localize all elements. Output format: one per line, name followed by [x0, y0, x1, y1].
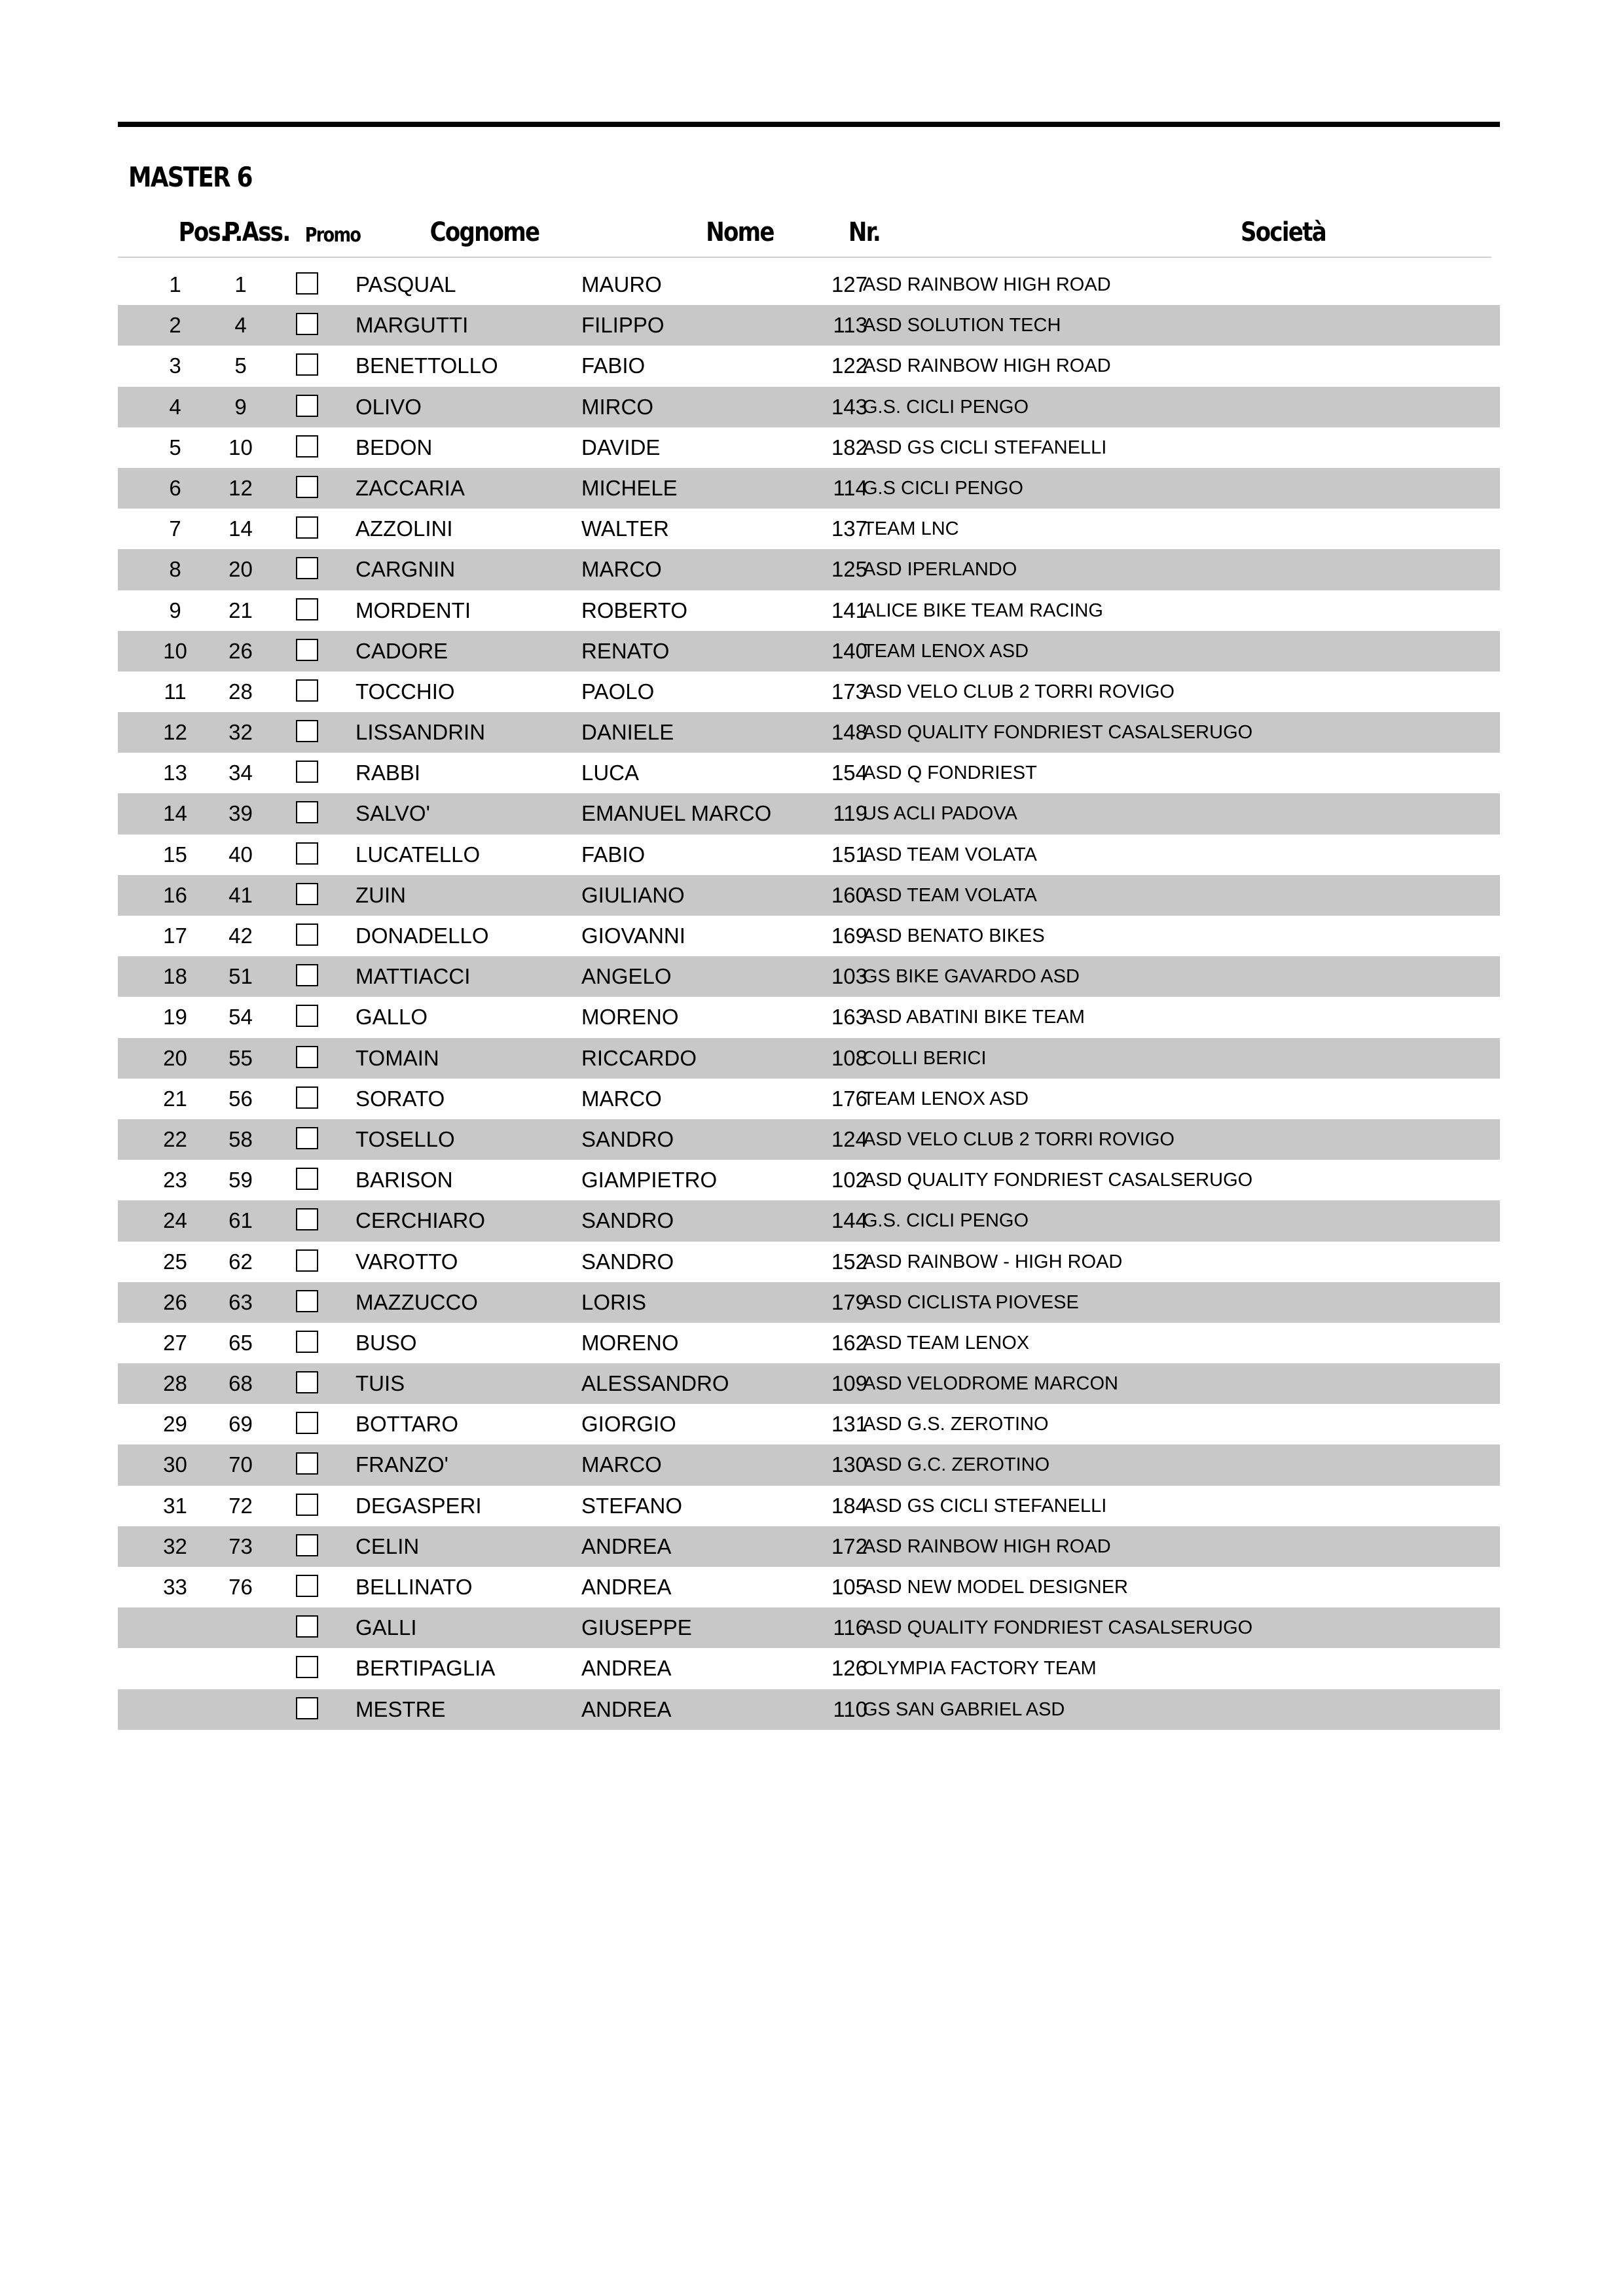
- table-row: [118, 793, 1500, 834]
- pos-cell: 23: [163, 1168, 187, 1193]
- nome-cell: MORENO: [581, 1330, 679, 1355]
- pos-cell: 17: [163, 924, 187, 948]
- nr-cell: 140: [831, 638, 867, 663]
- nr-cell: 151: [831, 842, 867, 867]
- nome-cell: MORENO: [581, 1005, 679, 1030]
- nr-cell: 173: [831, 679, 867, 704]
- pos-cell: 26: [163, 1289, 187, 1314]
- pos-cell: 16: [163, 882, 187, 907]
- nr-cell: 176: [831, 1086, 867, 1111]
- pos-cell: 11: [164, 679, 187, 704]
- cognome-cell: MAZZUCCO: [356, 1289, 478, 1314]
- table-row: [118, 1363, 1500, 1404]
- cognome-cell: CADORE: [356, 638, 448, 663]
- pass-cell: 62: [228, 1249, 253, 1274]
- nome-cell: ANDREA: [581, 1575, 672, 1599]
- nr-cell: 119: [833, 801, 867, 826]
- pass-cell: 65: [228, 1330, 253, 1355]
- nome-cell: MARCO: [581, 557, 662, 582]
- cognome-cell: ZACCARIA: [356, 475, 465, 500]
- pos-cell: 3: [169, 353, 181, 378]
- header-nome: Nome: [706, 217, 774, 247]
- pass-cell: 28: [228, 679, 253, 704]
- cognome-cell: SALVO': [356, 801, 430, 826]
- societa-cell: TEAM LNC: [863, 518, 959, 540]
- pass-cell: 69: [228, 1412, 253, 1437]
- pos-cell: 9: [169, 598, 181, 622]
- nr-cell: 169: [831, 924, 867, 948]
- nr-cell: 125: [831, 557, 867, 582]
- cognome-cell: BERTIPAGLIA: [356, 1656, 496, 1681]
- cognome-cell: BELLINATO: [356, 1575, 473, 1599]
- table-row: [118, 468, 1500, 509]
- cognome-cell: OLIVO: [356, 394, 422, 419]
- societa-cell: ASD QUALITY FONDRIEST CASALSERUGO: [863, 722, 1253, 744]
- table-row: [118, 1526, 1500, 1567]
- cognome-cell: MATTIACCI: [356, 964, 471, 989]
- table-row: [118, 875, 1500, 916]
- cognome-cell: AZZOLINI: [356, 516, 453, 541]
- promo-checkbox[interactable]: [296, 1331, 318, 1353]
- societa-cell: TEAM LENOX ASD: [863, 640, 1029, 662]
- pos-cell: 8: [169, 557, 181, 582]
- nr-cell: 160: [831, 882, 867, 907]
- pass-cell: 20: [228, 557, 253, 582]
- table-row: [118, 509, 1500, 549]
- pass-cell: 40: [228, 842, 253, 867]
- pos-cell: 24: [163, 1208, 187, 1233]
- table-row: [118, 712, 1500, 753]
- nome-cell: RICCARDO: [581, 1045, 697, 1070]
- promo-checkbox[interactable]: [296, 964, 318, 986]
- nome-cell: MIRCO: [581, 394, 653, 419]
- promo-checkbox[interactable]: [296, 435, 318, 457]
- nr-cell: 148: [831, 720, 867, 745]
- nome-cell: GIORGIO: [581, 1412, 676, 1437]
- pass-cell: 73: [228, 1534, 253, 1558]
- cognome-cell: VAROTTO: [356, 1249, 458, 1274]
- nome-cell: WALTER: [581, 516, 669, 541]
- promo-checkbox[interactable]: [296, 476, 318, 498]
- nr-cell: 102: [831, 1168, 867, 1193]
- pos-cell: 10: [163, 638, 187, 663]
- nome-cell: FILIPPO: [581, 313, 665, 338]
- societa-cell: US ACLI PADOVA: [863, 803, 1017, 825]
- table-row: [118, 1200, 1500, 1241]
- promo-checkbox[interactable]: [296, 639, 318, 661]
- pos-cell: 1: [169, 272, 181, 296]
- societa-cell: GS SAN GABRIEL ASD: [863, 1698, 1065, 1720]
- results-table: [118, 264, 1500, 1730]
- nome-cell: LUCA: [581, 761, 640, 785]
- header-cognome: Cognome: [429, 217, 539, 247]
- nome-cell: MAURO: [581, 272, 662, 296]
- pass-cell: 68: [228, 1371, 253, 1396]
- nr-cell: 114: [833, 475, 867, 500]
- table-row: [118, 1119, 1500, 1160]
- promo-checkbox[interactable]: [296, 1575, 318, 1597]
- table-row: [118, 1404, 1500, 1444]
- promo-checkbox[interactable]: [296, 1615, 318, 1638]
- promo-checkbox[interactable]: [296, 1452, 318, 1475]
- nome-cell: PAOLO: [581, 679, 655, 704]
- pass-cell: 61: [228, 1208, 253, 1233]
- nr-cell: 154: [831, 761, 867, 785]
- table-row: [118, 997, 1500, 1037]
- nr-cell: 110: [833, 1696, 867, 1721]
- cognome-cell: LUCATELLO: [356, 842, 481, 867]
- promo-checkbox[interactable]: [296, 313, 318, 335]
- table-row: [118, 1323, 1500, 1363]
- nome-cell: ANDREA: [581, 1696, 672, 1721]
- societa-cell: ASD RAINBOW - HIGH ROAD: [863, 1251, 1123, 1272]
- pass-cell: 41: [228, 882, 253, 907]
- societa-cell: ASD NEW MODEL DESIGNER: [863, 1577, 1128, 1598]
- pass-cell: 76: [228, 1575, 253, 1599]
- societa-cell: ASD SOLUTION TECH: [863, 315, 1061, 336]
- nome-cell: MICHELE: [581, 475, 678, 500]
- cognome-cell: BARISON: [356, 1168, 453, 1193]
- nr-cell: 184: [831, 1493, 867, 1518]
- nr-cell: 143: [831, 394, 867, 419]
- table-row: [118, 1486, 1500, 1526]
- nr-cell: 182: [831, 435, 867, 459]
- pos-cell: 14: [163, 801, 187, 826]
- cognome-cell: SORATO: [356, 1086, 445, 1111]
- nr-cell: 163: [831, 1005, 867, 1030]
- societa-cell: ASD RAINBOW HIGH ROAD: [863, 274, 1111, 295]
- nome-cell: RENATO: [581, 638, 670, 663]
- promo-checkbox[interactable]: [296, 1412, 318, 1434]
- societa-cell: G.S. CICLI PENGO: [863, 1210, 1029, 1232]
- pos-cell: 5: [169, 435, 181, 459]
- cognome-cell: ZUIN: [356, 882, 406, 907]
- promo-checkbox[interactable]: [296, 842, 318, 865]
- nome-cell: ANDREA: [581, 1656, 672, 1681]
- header-pass: P.Ass.: [223, 217, 290, 247]
- table-row: [118, 1079, 1500, 1119]
- nr-cell: 144: [831, 1208, 867, 1233]
- nr-cell: 124: [831, 1126, 867, 1151]
- societa-cell: ASD CICLISTA PIOVESE: [863, 1291, 1079, 1313]
- pos-cell: 4: [169, 394, 181, 419]
- nr-cell: 126: [831, 1656, 867, 1681]
- promo-checkbox[interactable]: [296, 1127, 318, 1149]
- pass-cell: 42: [228, 924, 253, 948]
- promo-checkbox[interactable]: [296, 1005, 318, 1027]
- pos-cell: 19: [163, 1005, 187, 1030]
- nome-cell: GIULIANO: [581, 882, 685, 907]
- pass-cell: 51: [228, 964, 253, 989]
- nome-cell: LORIS: [581, 1289, 647, 1314]
- table-row: [118, 1689, 1500, 1730]
- pos-cell: 33: [163, 1575, 187, 1599]
- table-row: [118, 1282, 1500, 1323]
- pos-cell: 32: [163, 1534, 187, 1558]
- pass-cell: 9: [234, 394, 247, 419]
- top-rule: [118, 122, 1500, 127]
- promo-checkbox[interactable]: [296, 1046, 318, 1068]
- table-row: [118, 264, 1500, 305]
- cognome-cell: TOMAIN: [356, 1045, 439, 1070]
- societa-cell: ASD BENATO BIKES: [863, 925, 1045, 946]
- nr-cell: 152: [831, 1249, 867, 1274]
- societa-cell: ASD VELO CLUB 2 TORRI ROVIGO: [863, 681, 1175, 702]
- pos-cell: 28: [163, 1371, 187, 1396]
- pass-cell: 59: [228, 1168, 253, 1193]
- nome-cell: FABIO: [581, 842, 646, 867]
- table-row: [118, 346, 1500, 386]
- table-row: [118, 753, 1500, 793]
- nr-cell: 179: [831, 1289, 867, 1314]
- societa-cell: ASD QUALITY FONDRIEST CASALSERUGO: [863, 1170, 1253, 1191]
- pass-cell: 26: [228, 638, 253, 663]
- cognome-cell: CERCHIARO: [356, 1208, 486, 1233]
- societa-cell: OLYMPIA FACTORY TEAM: [863, 1658, 1097, 1679]
- promo-checkbox[interactable]: [296, 924, 318, 946]
- nome-cell: FABIO: [581, 353, 646, 378]
- table-row: [118, 956, 1500, 997]
- societa-cell: ASD IPERLANDO: [863, 559, 1017, 581]
- nome-cell: ANDREA: [581, 1534, 672, 1558]
- pos-cell: 30: [163, 1452, 187, 1477]
- nome-cell: GIAMPIETRO: [581, 1168, 718, 1193]
- cognome-cell: MORDENTI: [356, 598, 471, 622]
- pos-cell: 18: [163, 964, 187, 989]
- societa-cell: ASD ABATINI BIKE TEAM: [863, 1007, 1085, 1028]
- pass-cell: 14: [228, 516, 253, 541]
- pass-cell: 32: [228, 720, 253, 745]
- promo-checkbox[interactable]: [296, 353, 318, 376]
- nr-cell: 113: [833, 313, 867, 338]
- promo-checkbox[interactable]: [296, 720, 318, 742]
- societa-cell: ASD Q FONDRIEST: [863, 762, 1037, 784]
- promo-checkbox[interactable]: [296, 1249, 318, 1272]
- cognome-cell: PASQUAL: [356, 272, 456, 296]
- promo-checkbox[interactable]: [296, 761, 318, 783]
- societa-cell: COLLI BERICI: [863, 1047, 987, 1069]
- nr-cell: 127: [831, 272, 867, 296]
- nome-cell: MARCO: [581, 1452, 662, 1477]
- promo-checkbox[interactable]: [296, 1534, 318, 1556]
- cognome-cell: DONADELLO: [356, 924, 489, 948]
- promo-checkbox[interactable]: [296, 598, 318, 620]
- promo-checkbox[interactable]: [296, 516, 318, 539]
- promo-checkbox[interactable]: [296, 1697, 318, 1719]
- header-promo: Promo: [304, 224, 361, 247]
- nr-cell: 162: [831, 1330, 867, 1355]
- table-row: [118, 834, 1500, 875]
- nome-cell: SANDRO: [581, 1249, 674, 1274]
- pos-cell: 20: [163, 1045, 187, 1070]
- nr-cell: 108: [831, 1045, 867, 1070]
- societa-cell: TEAM LENOX ASD: [863, 1088, 1029, 1109]
- category-title: MASTER 6: [128, 161, 252, 193]
- table-row: [118, 1567, 1500, 1607]
- pos-cell: 22: [163, 1126, 187, 1151]
- table-row: [118, 1160, 1500, 1200]
- table-row: [118, 1038, 1500, 1079]
- nome-cell: MARCO: [581, 1086, 662, 1111]
- pos-cell: 2: [169, 313, 181, 338]
- pos-cell: 21: [163, 1086, 187, 1111]
- pos-cell: 13: [163, 761, 187, 785]
- table-row: [118, 387, 1500, 427]
- societa-cell: ASD RAINBOW HIGH ROAD: [863, 355, 1111, 377]
- promo-checkbox[interactable]: [296, 1208, 318, 1230]
- table-row: [118, 590, 1500, 631]
- societa-cell: G.S CICLI PENGO: [863, 477, 1023, 499]
- table-row: [118, 1648, 1500, 1689]
- pos-cell: 29: [163, 1412, 187, 1437]
- societa-cell: ASD RAINBOW HIGH ROAD: [863, 1535, 1111, 1557]
- societa-cell: ASD QUALITY FONDRIEST CASALSERUGO: [863, 1617, 1253, 1639]
- cognome-cell: BUSO: [356, 1330, 417, 1355]
- promo-checkbox[interactable]: [296, 801, 318, 823]
- promo-checkbox[interactable]: [296, 557, 318, 579]
- nr-cell: 103: [831, 964, 867, 989]
- cognome-cell: GALLI: [356, 1615, 417, 1640]
- pass-cell: 12: [228, 475, 253, 500]
- pos-cell: 7: [169, 516, 181, 541]
- pass-cell: 5: [234, 353, 247, 378]
- cognome-cell: RABBI: [356, 761, 421, 785]
- table-row: [118, 1242, 1500, 1282]
- nome-cell: GIUSEPPE: [581, 1615, 692, 1640]
- societa-cell: ASD TEAM VOLATA: [863, 884, 1037, 906]
- cognome-cell: DEGASPERI: [356, 1493, 482, 1518]
- table-row: [118, 305, 1500, 346]
- cognome-cell: CARGNIN: [356, 557, 456, 582]
- nome-cell: STEFANO: [581, 1493, 683, 1518]
- pos-cell: 31: [163, 1493, 187, 1518]
- cognome-cell: TOSELLO: [356, 1126, 455, 1151]
- societa-cell: ASD VELO CLUB 2 TORRI ROVIGO: [863, 1128, 1175, 1150]
- pass-cell: 4: [234, 313, 247, 338]
- societa-cell: ASD TEAM LENOX: [863, 1332, 1030, 1354]
- pass-cell: 70: [228, 1452, 253, 1477]
- societa-cell: GS BIKE GAVARDO ASD: [863, 966, 1080, 988]
- table-row: [118, 1444, 1500, 1485]
- nome-cell: EMANUEL MARCO: [581, 801, 772, 826]
- cognome-cell: FRANZO': [356, 1452, 448, 1477]
- pass-cell: 58: [228, 1126, 253, 1151]
- cognome-cell: TOCCHIO: [356, 679, 455, 704]
- societa-cell: ASD TEAM VOLATA: [863, 844, 1037, 865]
- pass-cell: 56: [228, 1086, 253, 1111]
- table-row: [118, 672, 1500, 712]
- header-societa: Società: [1240, 217, 1326, 247]
- table-row: [118, 631, 1500, 672]
- nr-cell: 137: [831, 516, 867, 541]
- nr-cell: 131: [831, 1412, 867, 1437]
- promo-checkbox[interactable]: [296, 1656, 318, 1678]
- table-row: [118, 427, 1500, 468]
- table-row: [118, 916, 1500, 956]
- cognome-cell: GALLO: [356, 1005, 428, 1030]
- nome-cell: DAVIDE: [581, 435, 661, 459]
- societa-cell: ASD VELODROME MARCON: [863, 1373, 1118, 1395]
- pass-cell: 1: [234, 272, 247, 296]
- cognome-cell: BEDON: [356, 435, 433, 459]
- pass-cell: 10: [228, 435, 253, 459]
- nr-cell: 122: [831, 353, 867, 378]
- nr-cell: 109: [831, 1371, 867, 1396]
- nome-cell: ANGELO: [581, 964, 672, 989]
- promo-checkbox[interactable]: [296, 883, 318, 905]
- nr-cell: 116: [833, 1615, 867, 1640]
- nome-cell: DANIELE: [581, 720, 674, 745]
- pass-cell: 54: [228, 1005, 253, 1030]
- nr-cell: 105: [831, 1575, 867, 1599]
- header-pos: Pos.: [178, 217, 228, 247]
- cognome-cell: BENETTOLLO: [356, 353, 498, 378]
- societa-cell: ASD GS CICLI STEFANELLI: [863, 437, 1107, 458]
- promo-checkbox[interactable]: [296, 1168, 318, 1190]
- cognome-cell: TUIS: [356, 1371, 405, 1396]
- cognome-cell: CELIN: [356, 1534, 420, 1558]
- promo-checkbox[interactable]: [296, 272, 318, 295]
- nome-cell: ALESSANDRO: [581, 1371, 729, 1396]
- table-row: [118, 549, 1500, 590]
- nr-cell: 172: [831, 1534, 867, 1558]
- societa-cell: ASD G.S. ZEROTINO: [863, 1414, 1049, 1435]
- pos-cell: 6: [169, 475, 181, 500]
- promo-checkbox[interactable]: [296, 1290, 318, 1312]
- cognome-cell: MARGUTTI: [356, 313, 469, 338]
- nome-cell: SANDRO: [581, 1126, 674, 1151]
- nr-cell: 130: [831, 1452, 867, 1477]
- pos-cell: 12: [163, 720, 187, 745]
- pos-cell: 25: [163, 1249, 187, 1274]
- pass-cell: 39: [228, 801, 253, 826]
- societa-cell: ASD G.C. ZEROTINO: [863, 1454, 1050, 1476]
- nome-cell: SANDRO: [581, 1208, 674, 1233]
- pass-cell: 34: [228, 761, 253, 785]
- societa-cell: ASD GS CICLI STEFANELLI: [863, 1495, 1107, 1516]
- promo-checkbox[interactable]: [296, 1086, 318, 1109]
- nome-cell: ROBERTO: [581, 598, 687, 622]
- cognome-cell: MESTRE: [356, 1696, 446, 1721]
- pass-cell: 55: [228, 1045, 253, 1070]
- table-row: [118, 1607, 1500, 1648]
- pass-cell: 21: [228, 598, 253, 622]
- pos-cell: 27: [163, 1330, 187, 1355]
- pass-cell: 72: [228, 1493, 253, 1518]
- promo-checkbox[interactable]: [296, 1371, 318, 1393]
- pass-cell: 63: [228, 1289, 253, 1314]
- promo-checkbox[interactable]: [296, 395, 318, 417]
- cognome-cell: BOTTARO: [356, 1412, 459, 1437]
- nr-cell: 141: [831, 598, 867, 622]
- societa-cell: G.S. CICLI PENGO: [863, 396, 1029, 418]
- promo-checkbox[interactable]: [296, 1494, 318, 1516]
- header-nr: Nr.: [848, 217, 881, 247]
- table-header: [118, 213, 1491, 258]
- cognome-cell: LISSANDRIN: [356, 720, 486, 745]
- promo-checkbox[interactable]: [296, 679, 318, 702]
- societa-cell: ALICE BIKE TEAM RACING: [863, 600, 1103, 621]
- nome-cell: GIOVANNI: [581, 924, 685, 948]
- pos-cell: 15: [163, 842, 187, 867]
